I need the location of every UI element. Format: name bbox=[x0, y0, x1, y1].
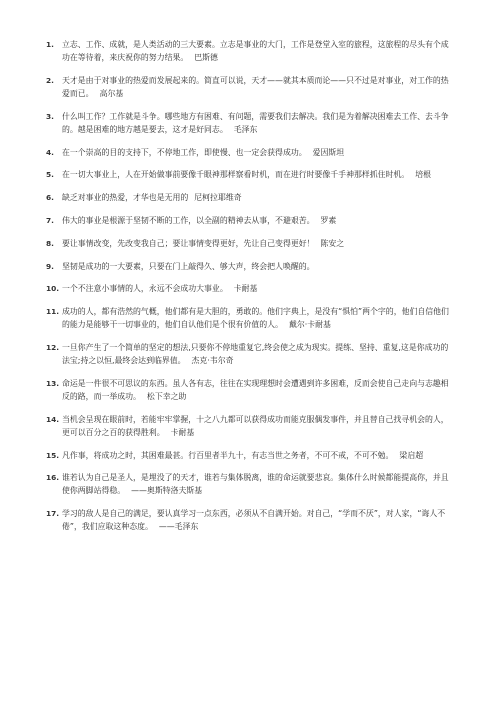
list-item bbox=[46, 38, 456, 64]
quote-author: 卡耐基 bbox=[170, 427, 195, 437]
quote-author: 卡耐基 bbox=[233, 284, 258, 294]
quote-text: 要让事情改变，先改变我自己；要让事情变得更好，先让自己变得更好！ 陈安之 bbox=[62, 238, 345, 248]
item-number: 7. bbox=[46, 215, 54, 225]
quote-author: 巴斯德 bbox=[194, 53, 218, 63]
quote-author: ——奥斯特洛夫斯基 bbox=[131, 486, 203, 496]
quote-text: 一个不注意小事情的人，永远不会成功大事业。 卡耐基 bbox=[62, 284, 258, 294]
list-item bbox=[46, 260, 456, 273]
quote-author: 梁启超 bbox=[399, 450, 424, 460]
list-item bbox=[46, 471, 456, 497]
quote-text: 在一个崇高的目的支持下，不停地工作，即使慢、也一定会获得成功。 爱因斯坦 bbox=[62, 147, 345, 157]
quote-text: 成功的人，都有浩然的气概，他们都有是大胆的，勇敢的。他们字典上，是没有“惧怕”两个字的，他们自信他们的能力是能够干一切事业的，他们自认他们是个很有价值的人。 戴尔·卡耐基 bbox=[62, 307, 449, 330]
item-number: 4. bbox=[46, 147, 54, 157]
list-item bbox=[46, 74, 456, 100]
item-number: 10. bbox=[46, 284, 60, 294]
list-item bbox=[46, 146, 456, 159]
item-number: 8. bbox=[46, 238, 54, 248]
quote-text: 天才是由于对事业的热爱而发展起来的。简直可以说，天才——就其本质而论——只不过是对事业，对工作的热爱而已。 高尔基 bbox=[62, 75, 449, 98]
quote-author: 陈安之 bbox=[320, 238, 345, 248]
quote-text: 缺乏对事业的热爱，才华也是无用的 尼柯拉耶维奇 bbox=[62, 193, 242, 203]
quote-author: 高尔基 bbox=[99, 88, 124, 98]
list-item bbox=[46, 214, 456, 227]
quote-author: ——毛泽东 bbox=[158, 522, 199, 532]
list-item bbox=[46, 282, 456, 295]
item-number: 12. bbox=[46, 342, 60, 352]
list-item bbox=[46, 191, 456, 204]
list-item bbox=[46, 413, 456, 439]
quote-text: 伟大的事业是根源于坚韧不断的工作，以全副的精神去从事，不避艰苦。 罗素 bbox=[62, 215, 337, 225]
quote-text: 凡作事，将成功之时，其困难最甚。行百里者半九十，有志当世之务者，不可不戒，不可不勉。 梁启超 bbox=[62, 450, 424, 460]
quote-author: 爱因斯坦 bbox=[312, 147, 345, 157]
item-number: 5. bbox=[46, 170, 54, 180]
list-item bbox=[46, 507, 456, 533]
quote-author: 戴尔·卡耐基 bbox=[288, 320, 331, 330]
document-body bbox=[46, 38, 456, 543]
quote-text: 谁若认为自己是圣人，是埋没了的天才，谁若与集体脱离，谁的命运就要悲哀。集体什么时候都能提高你，并且使你两脚站得稳。 ——奥斯特洛夫斯基 bbox=[62, 473, 449, 496]
item-number: 17. bbox=[46, 509, 60, 519]
list-item bbox=[46, 377, 456, 403]
quote-author: 松下幸之助 bbox=[146, 391, 187, 401]
item-number: 15. bbox=[46, 450, 60, 460]
quote-text: 什么叫工作？工作就是斗争。哪些地方有困难、有问题，需要我们去解决。我们是为着解决困难去工作、去斗争的。越是困难的地方越是要去，这才是好同志。 毛泽东 bbox=[62, 111, 449, 134]
item-number: 13. bbox=[46, 378, 60, 388]
item-number: 2. bbox=[46, 75, 54, 85]
list-item bbox=[46, 449, 456, 462]
item-number: 9. bbox=[46, 261, 54, 271]
list-item bbox=[46, 110, 456, 136]
quote-text: 命运是一件很不可思议的东西。虽人各有志，往往在实现理想时会遭遇到许多困难，反而会使自己走向与志趣相反的路，而一举成功。 松下幸之助 bbox=[62, 378, 449, 401]
quote-author: 培根 bbox=[415, 170, 431, 180]
quote-text: 当机会呈现在眼前时，若能牢牢掌握，十之八九都可以获得成功而能克服偶发事件，并且替自己找寻机会的人，更可以百分之百的获得胜利。 卡耐基 bbox=[62, 414, 449, 437]
quote-text: 坚韧是成功的一大要素，只要在门上敲得久、够大声，终会把人唤醒的。 bbox=[62, 261, 315, 271]
list-item bbox=[46, 168, 456, 181]
quote-text: 学习的敌人是自己的满足，要认真学习一点东西，必须从不自满开始。对自己，“学而不厌”，对人家，“诲人不倦”，我们应取这种态度。 ——毛泽东 bbox=[62, 509, 446, 532]
quote-author: 罗素 bbox=[320, 215, 337, 225]
list-item bbox=[46, 237, 456, 250]
item-number: 6. bbox=[46, 193, 54, 203]
item-number: 14. bbox=[46, 414, 60, 424]
item-number: 16. bbox=[46, 473, 60, 483]
item-number: 11. bbox=[46, 307, 60, 317]
quote-author: 杰克·韦尔奇 bbox=[191, 356, 234, 366]
quote-text: 立志、工作、成就，是人类活动的三大要素。立志是事业的大门，工作是登堂入室的旅程，这旅程的尽头有个成功在等待着，来庆祝你的努力结果。 巴斯德 bbox=[62, 40, 449, 63]
item-number: 1. bbox=[46, 40, 54, 49]
quote-text: 在一切大事业上，人在开始做事前要像千眼神那样察看时机，而在进行时要像千手神那样抓住时机。 培根 bbox=[62, 170, 431, 180]
list-item bbox=[46, 341, 456, 367]
quote-author: 尼柯拉耶维奇 bbox=[194, 193, 242, 203]
quote-author: 毛泽东 bbox=[233, 124, 258, 134]
quote-text: 一旦你产生了一个简单的坚定的想法,只要你不停地重复它,终会使之成为现实。提练、坚持、重复,这是你成功的法宝;持之以恒,最终会达到临界值。 杰克·韦尔奇 bbox=[62, 342, 449, 366]
item-number: 3. bbox=[46, 111, 54, 121]
list-item bbox=[46, 305, 456, 331]
